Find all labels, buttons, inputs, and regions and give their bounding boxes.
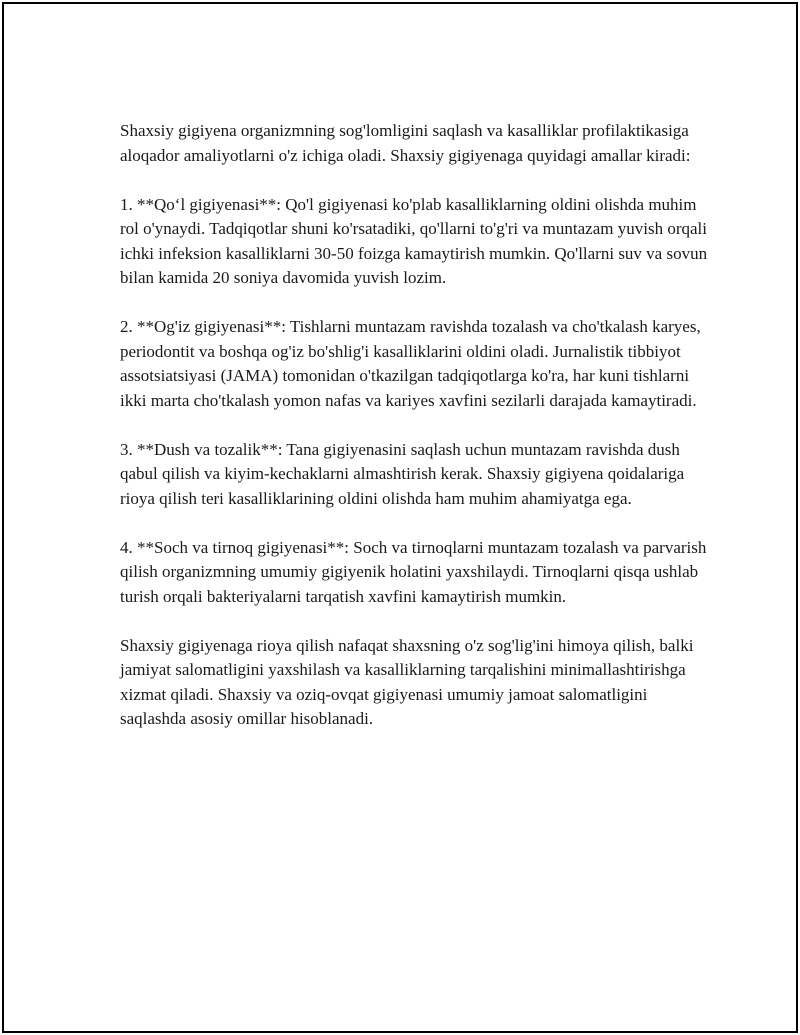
document-body [120, 119, 710, 756]
paragraph-hair-nail-hygiene: 4. **Soch va tirnoq gigiyenasi**: Soch va tirnoqlarni muntazam tozalash va parvarish qilish organizmning umumiy gigiyenik holatini yaxshilaydi. Tirnoqlarni qisqa ushlab turish orqali bakteriyalarni tarqatish xavfini kamaytirish mumkin. [120, 537, 707, 606]
paragraph-oral-hygiene: 2. **Og'iz gigiyenasi**: Tishlarni muntazam ravishda tozalash va cho'tkalash karyes, periodontit va boshqa og'iz bo'shlig'i kasalliklarini oldini oladi. Jurnalistik tibbiyot assotsiatsiyasi (JAMA) tomonidan o'tkazilgan tadqiqotlarga ko'ra, har kuni tishlarni ikki marta cho'tkalash yomon nafas va kariyes xavfini sezilarli darajada kamaytiradi. [120, 317, 701, 410]
page-frame [2, 2, 798, 1033]
paragraph-conclusion: Shaxsiy gigiyenaga rioya qilish nafaqat shaxsning o'z sog'lig'ini himoya qilish, balki jamiyat salomatligini yaxshilash va kasalliklarning tarqalishini minimallashtirishga xizmat qiladi. Shaxsiy va oziq-ovqat gigiyenasi umumiy jamoat salomatligini saqlashda asosiy omillar hisoblanadi. [120, 635, 694, 728]
paragraph-hand-hygiene: 1. **Qo‘l gigiyenasi**: Qo'l gigiyenasi ko'plab kasalliklarning oldini olishda muhim rol o'ynaydi. Tadqiqotlar shuni ko'rsatadiki, qo'llarni to'g'ri va muntazam yuvish orqali ichki infeksion kasalliklarni 30-50 foizga kamaytirish mumkin. Qo'llarni suv va sovun bilan kamida 20 soniya davomida yuvish lozim. [120, 194, 708, 287]
paragraph-intro: Shaxsiy gigiyena organizmning sog'lomligini saqlash va kasalliklar profilaktikasiga aloqador amaliyotlarni o'z ichiga oladi. Shaxsiy gigiyenaga quyidagi amallar kiradi: [120, 121, 691, 165]
paragraph-shower-cleanliness: 3. **Dush va tozalik**: Tana gigiyenasini saqlash uchun muntazam ravishda dush qabul qilish va kiyim-kechaklarni almashtirish kerak. Shaxsiy gigiyena qoidalariga rioya qilish teri kasalliklarining oldini olishda ham muhim ahamiyatga ega. [120, 439, 685, 508]
